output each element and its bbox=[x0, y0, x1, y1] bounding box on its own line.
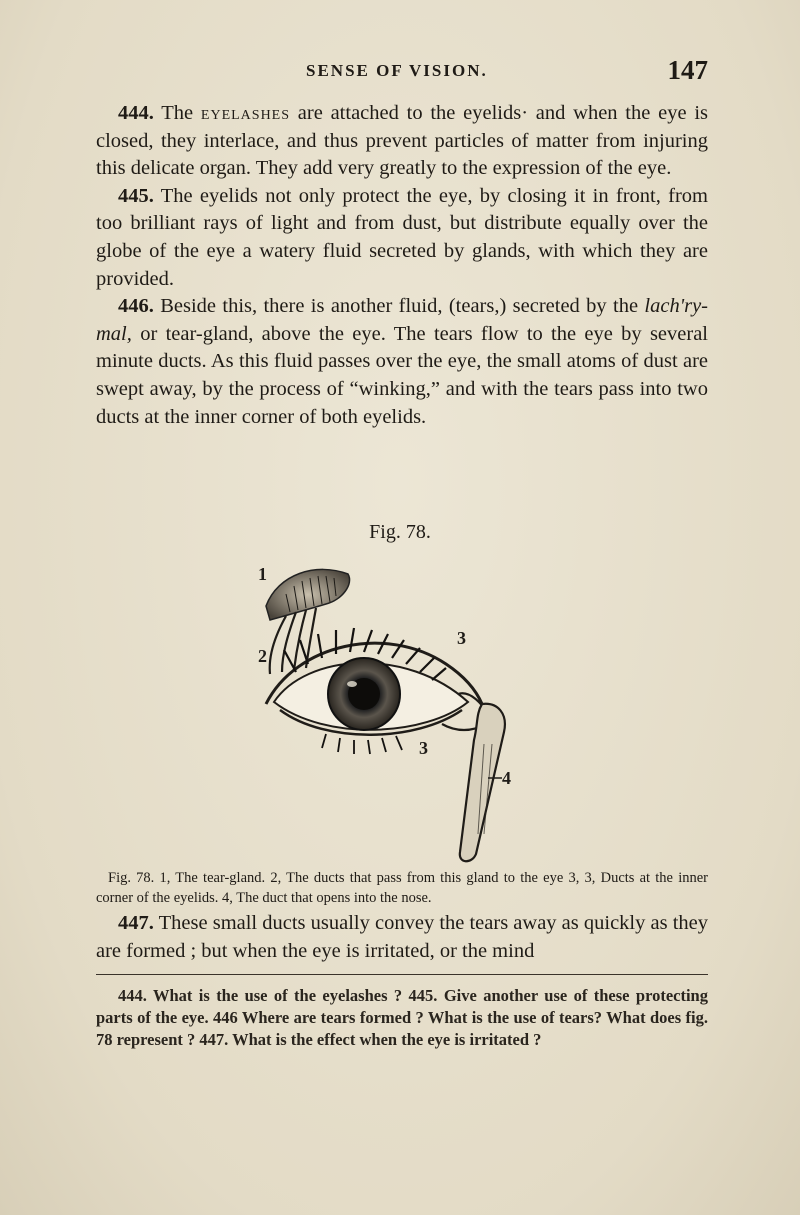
paragraph-text: are attached to the eyelids· and when the eye is closed, they interlace, and thus prevent particles of matter from injuring this delicate organ. They add very greatly to the expression of the eye. bbox=[96, 102, 708, 180]
label-2: 2 bbox=[258, 646, 267, 666]
figure-title: Fig. 78. bbox=[369, 521, 431, 543]
label-3-lower: 3 bbox=[419, 738, 428, 758]
running-title: SENSE OF VISION. bbox=[306, 61, 488, 80]
paragraph-444 bbox=[96, 100, 708, 183]
lower-eyelashes bbox=[322, 734, 402, 754]
figure-caption: Fig. 78. 1, The tear-gland. 2, The ducts that pass from this gland to the eye 3, 3, Ducts at the inner corner of the eyelids. 4, The duct that opens into the nose. bbox=[96, 870, 708, 906]
page-number: 147 bbox=[667, 55, 708, 85]
questions-text: 444. What is the use of the eyelashes ? 445. Give another use of these protecting parts of the eye. 446 Where are tears formed ? What is the use of tears? What does fig. 78 represent ? 447. What is the effect when the eye is irritated ? bbox=[96, 986, 708, 1049]
label-1: 1 bbox=[258, 564, 267, 584]
divider-rule bbox=[96, 974, 708, 975]
label-4: 4 bbox=[502, 768, 511, 788]
paragraph-number: 446. bbox=[118, 295, 154, 318]
paragraph-447 bbox=[96, 910, 708, 965]
paragraph-text: The eyelids not only protect the eye, by closing it in front, from too brilliant rays of light and from dust, but distribute equally over the globe of the eye a watery fluid secreted by glands, with which they are provided. bbox=[96, 184, 708, 290]
paragraph-number: 444. bbox=[118, 102, 154, 124]
italic-term: lach'ry-mal, bbox=[96, 295, 709, 345]
small-caps-term: eyelashes bbox=[200, 102, 291, 124]
paragraph-lead: The bbox=[161, 102, 194, 124]
paragraph-number: 445. bbox=[118, 184, 154, 207]
paragraph-text: or tear-gland, above the eye. The tears flow to the eye by several minute ducts. As this fluid passes over the eye, the small atoms of dust are swept away, by the process of “winking,” and with the tears pass into two ducts at the inner corner of both eyelids. bbox=[96, 322, 709, 428]
review-questions bbox=[96, 985, 708, 1051]
paragraph-text: These small ducts usually convey the tears away as quickly as they are formed ; but when the eye is irritated, or the mind bbox=[96, 912, 708, 962]
body-text bbox=[96, 100, 708, 431]
paragraph-447-block bbox=[96, 910, 708, 965]
tear-gland bbox=[266, 569, 350, 620]
label-3-upper: 3 bbox=[457, 628, 466, 648]
eye-highlight bbox=[347, 681, 357, 687]
eye-tear-duct-illustration bbox=[236, 554, 536, 866]
nasal-duct bbox=[460, 704, 505, 861]
paragraph-445 bbox=[96, 183, 708, 293]
paragraph-number: 447. bbox=[118, 912, 154, 934]
paragraph-text: Beside this, there is another fluid, (tears,) secreted by the bbox=[160, 295, 639, 318]
paragraph-446 bbox=[96, 293, 708, 431]
running-head bbox=[0, 55, 800, 95]
